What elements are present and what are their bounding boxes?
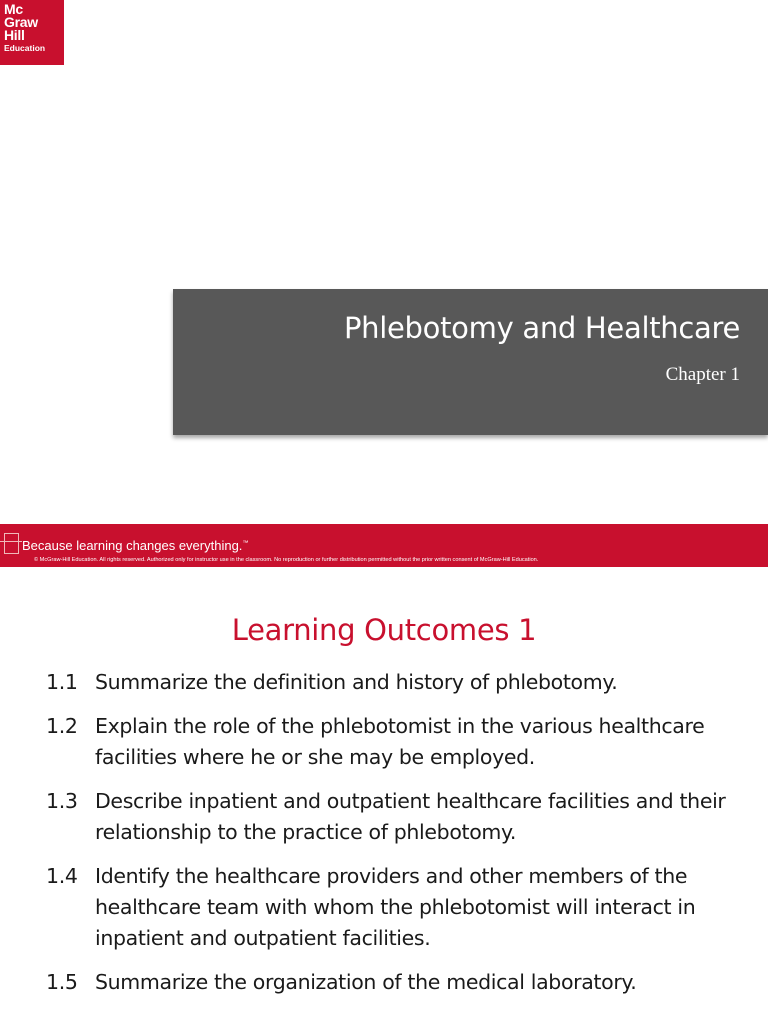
outcome-number: 1.1 [46, 670, 78, 694]
logo-line-3: Hill [4, 27, 25, 43]
learning-outcomes-slide [0, 567, 768, 1024]
brand-mark-icon [4, 533, 19, 554]
slide-subtitle: Chapter 1 [665, 364, 740, 385]
logo-line-4: Education [4, 43, 46, 53]
trademark-symbol: ™ [242, 540, 249, 547]
mcgraw-hill-logo [0, 0, 64, 65]
slide-title: Phlebotomy and Healthcare [343, 311, 740, 345]
logo-line-2: Graw [4, 14, 38, 30]
outcome-number: 1.4 [46, 864, 78, 888]
list-item [46, 667, 746, 698]
copyright-notice: © McGraw-Hill Education. All rights reserved. Authorized only for instructor use in the classroom. No reproduction or further distribution permitted without the prior written consent of McGraw-Hill Education. [34, 557, 539, 563]
footer-tagline [22, 538, 248, 553]
outcome-number: 1.3 [46, 789, 78, 813]
outcome-number: 1.2 [46, 714, 78, 738]
outcome-text: Identify the healthcare providers and other members of the healthcare team with whom the phlebotomist will interact in inpatient and outpatient facilities. [95, 864, 696, 950]
outcomes-heading: Learning Outcomes 1 [231, 613, 537, 647]
outcome-number: 1.5 [46, 970, 78, 994]
tagline-text: Because learning changes everything. [22, 538, 243, 553]
outcomes-list [46, 667, 746, 998]
list-item [46, 861, 746, 954]
list-item [46, 786, 746, 848]
outcome-text: Summarize the definition and history of phlebotomy. [95, 670, 618, 694]
outcome-text: Explain the role of the phlebotomist in the various healthcare facilities where he or she may be employed. [95, 714, 705, 769]
footer-band [0, 524, 768, 567]
logo-line-1: Mc [4, 1, 23, 17]
list-item [46, 967, 746, 998]
title-band [173, 289, 768, 435]
list-item [46, 711, 746, 773]
outcome-text: Summarize the organization of the medical laboratory. [95, 970, 637, 994]
outcome-text: Describe inpatient and outpatient healthcare facilities and their relationship to the practice of phlebotomy. [95, 789, 726, 844]
